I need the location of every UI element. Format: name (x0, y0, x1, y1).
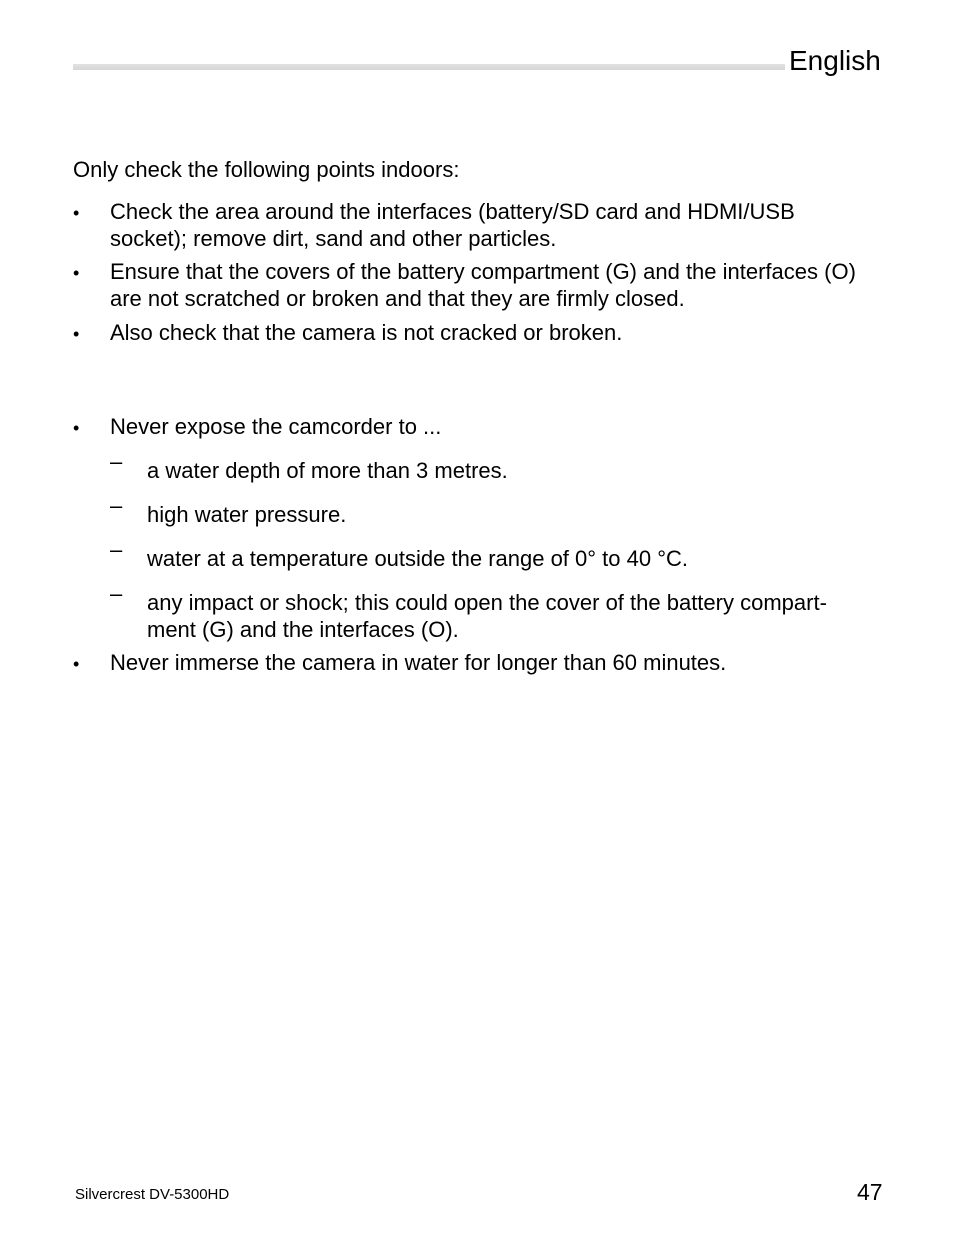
bullet-icon (73, 649, 110, 678)
list-item: • Ensure that the covers of the battery compartment (G) and the interfaces (O) are not scratched or broken and that they are firmly closed. (73, 258, 873, 312)
bullet-icon (73, 258, 110, 287)
dash-icon: – (110, 537, 123, 562)
section2-list (73, 413, 873, 676)
section1-list (73, 198, 873, 346)
bullet-icon (73, 198, 110, 227)
page-number: 47 (857, 1179, 883, 1205)
footer-model: Silvercrest DV-5300HD (75, 1186, 230, 1203)
bullet-icon (73, 413, 110, 442)
dash-icon: – (110, 493, 123, 518)
list-item: • Check the area around the interfaces (battery/SD card and HDMI/USB socket); remove dirt, sand and other particles. (73, 198, 873, 252)
header-language: English (789, 45, 881, 76)
sub-list-item: – any impact or shock; this could open the cover of the battery compart- ment (G) and the interfaces (O). (110, 581, 827, 642)
section1-intro: Only check the following points indoors: (73, 157, 460, 182)
sub-list-item: – a water depth of more than 3 metres. (110, 449, 508, 483)
list-item: • Never immerse the camera in water for longer than 60 minutes. (73, 649, 873, 676)
sub-list-item: – high water pressure. (110, 493, 347, 527)
list-item: • Also check that the camera is not cracked or broken. (73, 319, 873, 346)
bullet-icon (73, 319, 110, 348)
list-item: • Never expose the camcorder to ... (73, 413, 873, 440)
header-rule (73, 64, 785, 70)
dash-icon: – (110, 581, 123, 606)
sub-list-item: – water at a temperature outside the range of 0° to 40 °C. (110, 537, 689, 571)
dash-icon: – (110, 449, 123, 474)
